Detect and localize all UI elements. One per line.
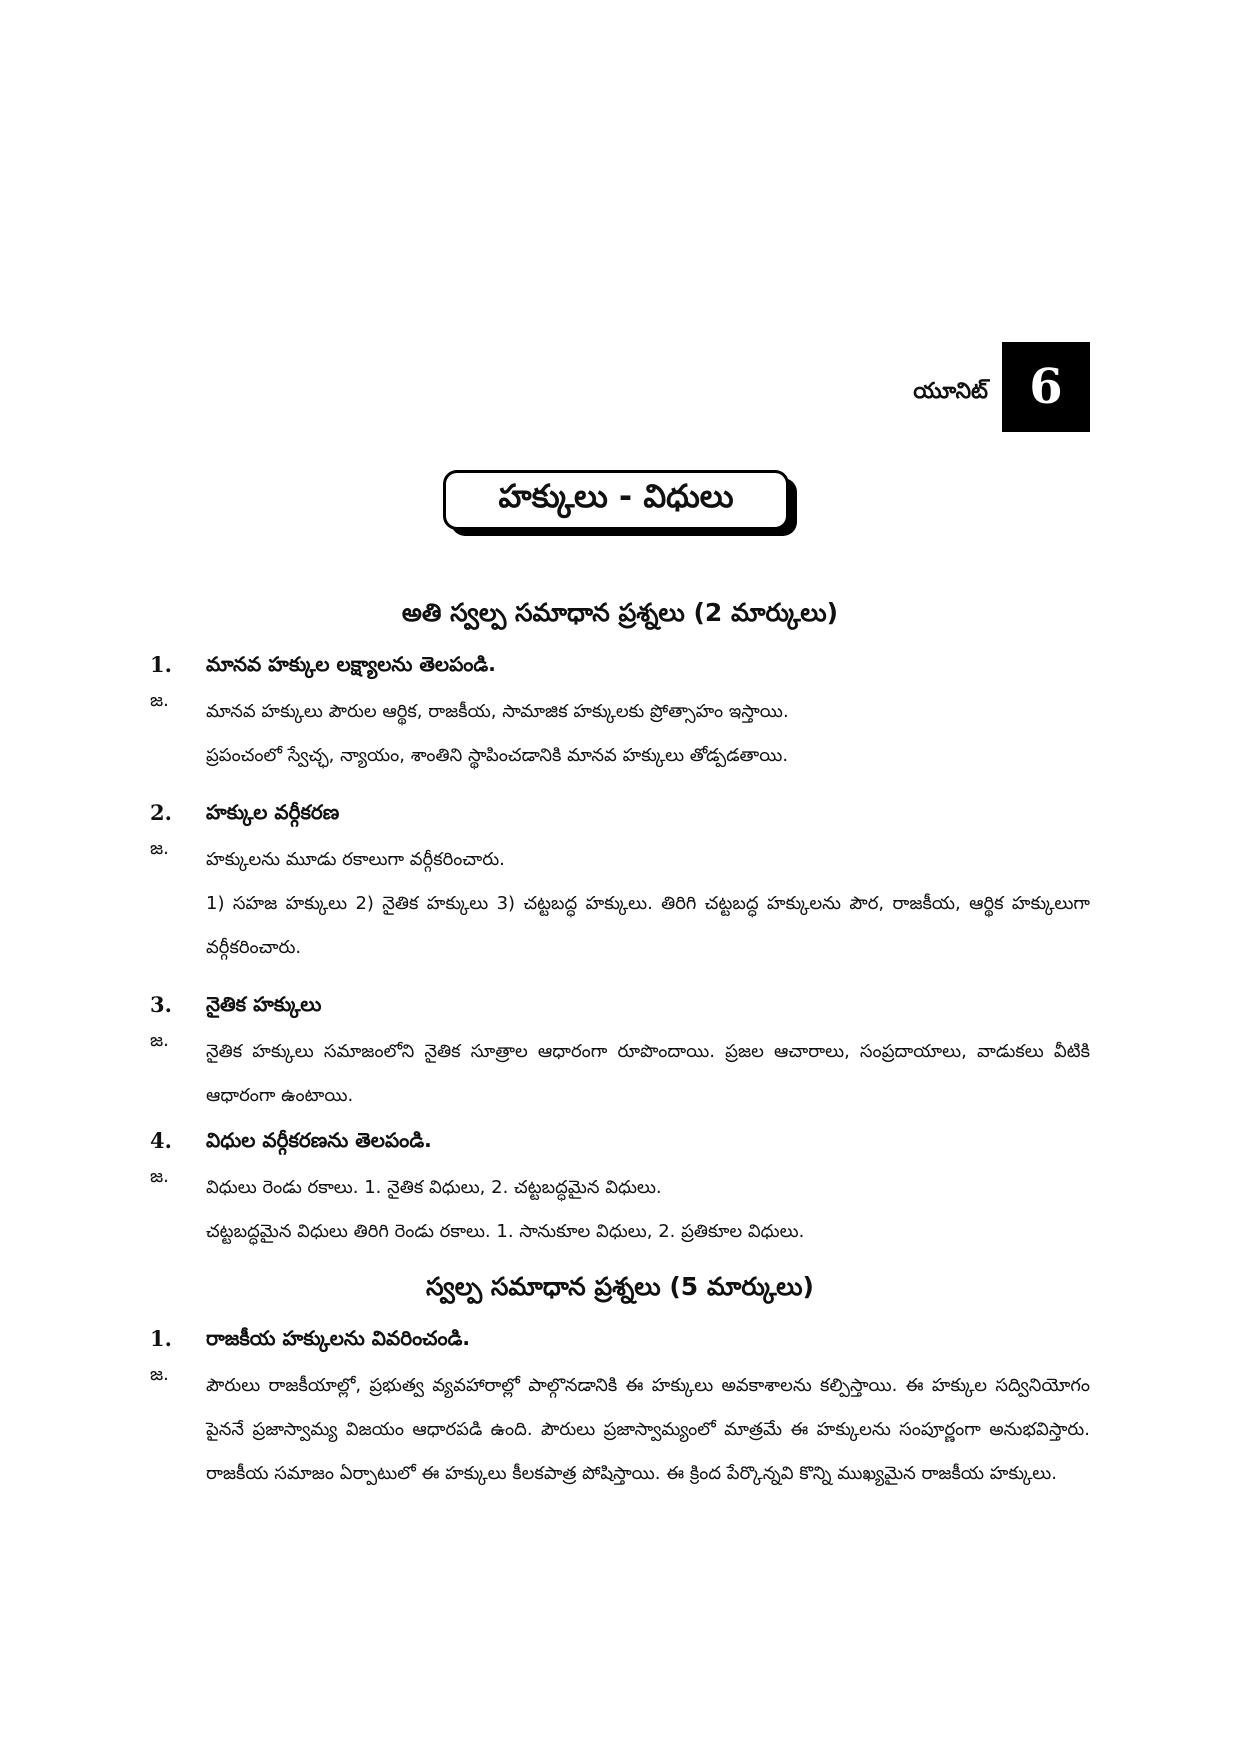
answer-marker: జ. (150, 838, 169, 859)
chapter-title: హక్కులు - విధులు (443, 470, 789, 530)
answer-3 (150, 1030, 1090, 1118)
answer-line: నైతిక హక్కులు సమాజంలోని నైతిక సూత్రాల ఆధారంగా రూపొందాయి. ప్రజల ఆచారాలు, సంప్రదాయాలు, వాడుకలు వీటికి ఆధారంగా ఉంటాయి. (206, 1041, 1090, 1106)
question-number: 4. (150, 1128, 172, 1153)
answer-line: పౌరులు రాజకీయాల్లో, ప్రభుత్వ వ్యవహారాల్లో పాల్గొనడానికి ఈ హక్కులు అవకాశాలను కల్పిస్తాయి. ఈ హక్కుల సద్వినియోగం పైననే ప్రజాస్వామ్య విజయం ఆధారపడి ఉంది. పౌరులు ప్రజాస్వామ్యంలో మాత్రమే ఈ హక్కులను సంపూర్ణంగా అనుభవిస్తారు. రాజకీయ సమాజం ఏర్పాటులో ఈ హక్కులు కీలకపాత్ర పోషిస్తాయి. ఈ క్రింద పేర్కొన్నవి కొన్ని ముఖ్యమైన రాజకీయ హక్కులు. (206, 1375, 1090, 1484)
answer-line: మానవ హక్కులు పౌరుల ఆర్థిక, రాజకీయ, సామాజిక హక్కులకు ప్రోత్సాహం ఇస్తాయి. (206, 701, 789, 722)
answer-body (206, 1364, 1090, 1496)
answer-line: 1) సహజ హక్కులు 2) నైతిక హక్కులు 3) చట్టబద్ధ హక్కులు. తిరిగి చట్టబద్ధ హక్కులను పౌర, రాజకీయ, ఆర్థిక హక్కులుగా వర్గీకరించారు. (206, 893, 1090, 958)
question-3 (150, 992, 1090, 1021)
answer-body (206, 690, 1090, 778)
question-number: 3. (150, 992, 172, 1017)
answer-2 (150, 838, 1090, 970)
unit-label: యూనిట్ (913, 379, 988, 404)
section-heading-5-marks: స్వల్ప సమాధాన ప్రశ్నలు (5 మార్కులు) (426, 1272, 814, 1301)
question-5-1 (150, 1326, 1090, 1355)
answer-5-1 (150, 1364, 1090, 1496)
unit-header (890, 342, 1090, 432)
question-text: రాజకీయ హక్కులను వివరించండి. (206, 1326, 470, 1350)
question-text: హక్కుల వర్గీకరణ (206, 800, 340, 824)
answer-4 (150, 1166, 1090, 1254)
answer-body (206, 1166, 1090, 1254)
answer-line: ప్రపంచంలో స్వేచ్ఛ, న్యాయం, శాంతిని స్థాపించడానికి మానవ హక్కులు తోడ్పడతాయి. (206, 745, 789, 766)
answer-body (206, 838, 1090, 970)
answer-marker: జ. (150, 690, 169, 711)
unit-number-badge: 6 (1002, 342, 1090, 432)
section-heading-2-marks: అతి స్వల్ప సమాధాన ప్రశ్నలు (2 మార్కులు) (401, 598, 839, 627)
answer-marker: జ. (150, 1364, 169, 1385)
answer-1 (150, 690, 1090, 778)
question-number: 1. (150, 1326, 172, 1351)
answer-line: చట్టబద్ధమైన విధులు తిరిగి రెండు రకాలు. 1. సానుకూల విధులు, 2. ప్రతికూల విధులు. (206, 1221, 805, 1242)
answer-marker: జ. (150, 1166, 169, 1187)
question-number: 2. (150, 800, 172, 825)
question-2 (150, 800, 1090, 829)
answer-line: హక్కులను మూడు రకాలుగా వర్గీకరించారు. (206, 849, 505, 870)
chapter-title-frame (443, 470, 797, 536)
question-text: నైతిక హక్కులు (206, 992, 322, 1016)
question-4 (150, 1128, 1090, 1157)
answer-line: విధులు రెండు రకాలు. 1. నైతిక విధులు, 2. చట్టబద్ధమైన విధులు. (206, 1177, 662, 1198)
question-1 (150, 652, 1090, 681)
question-text: మానవ హక్కుల లక్ష్యాలను తెలపండి. (206, 652, 496, 676)
answer-marker: జ. (150, 1030, 169, 1051)
question-text: విధుల వర్గీకరణను తెలపండి. (206, 1128, 432, 1152)
question-number: 1. (150, 652, 172, 677)
answer-body (206, 1030, 1090, 1118)
